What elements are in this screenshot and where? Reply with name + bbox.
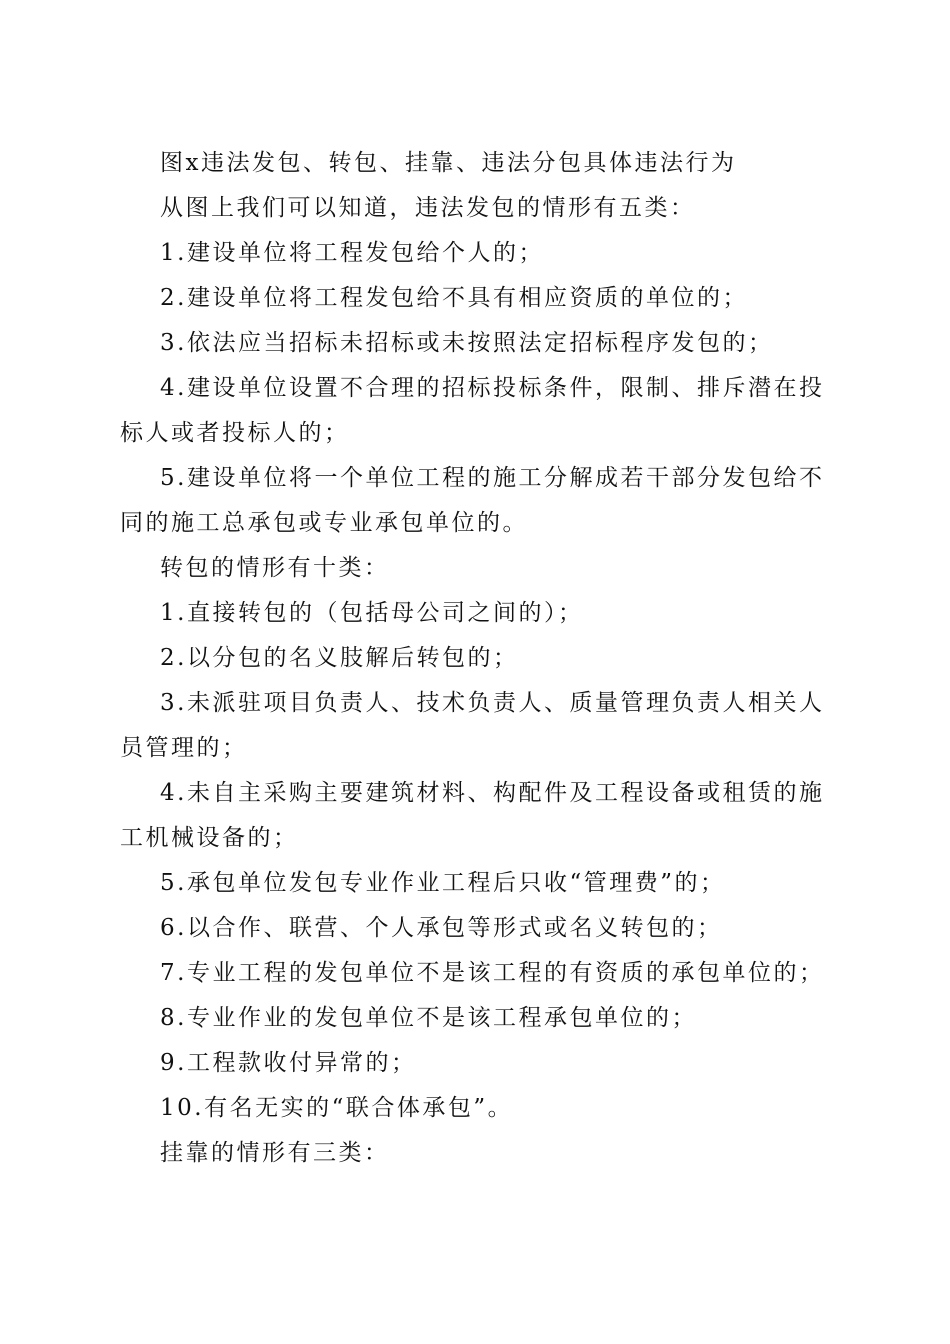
illegal-contracting-item-5: 5.建设单位将一个单位工程的施工分解成若干部分发包给不同的施工总承包或专业承包单位的。 bbox=[120, 465, 825, 536]
subcontracting-item-8: 8.专业作业的发包单位不是该工程承包单位的； bbox=[160, 1005, 697, 1031]
illegal-contracting-item-3: 3.依法应当招标未招标或未按照法定招标程序发包的； bbox=[160, 330, 774, 356]
subcontracting-item-2: 2.以分包的名义肢解后转包的； bbox=[160, 645, 519, 671]
subcontracting-item-3: 3.未派驻项目负责人、技术负责人、质量管理负责人相关人员管理的； bbox=[120, 690, 825, 761]
subcontracting-item-4: 4.未自主采购主要建筑材料、构配件及工程设备或租赁的施工机械设备的； bbox=[120, 780, 825, 851]
subcontracting-item-6: 6.以合作、联营、个人承包等形式或名义转包的； bbox=[160, 915, 723, 941]
subcontracting-intro: 转包的情形有十类： bbox=[160, 555, 390, 581]
subcontracting-item-9: 9.工程款收付异常的； bbox=[160, 1050, 417, 1076]
document-body bbox=[120, 141, 825, 1176]
illegal-contracting-item-4: 4.建设单位设置不合理的招标投标条件，限制、排斥潜在投标人或者投标人的； bbox=[120, 375, 825, 446]
figure-caption: 图x违法发包、转包、挂靠、违法分包具体违法行为 bbox=[160, 150, 737, 176]
subcontracting-item-7: 7.专业工程的发包单位不是该工程的有资质的承包单位的； bbox=[160, 960, 825, 986]
affiliation-intro: 挂靠的情形有三类： bbox=[160, 1140, 390, 1166]
subcontracting-item-10: 10.有名无实的“联合体承包”。 bbox=[160, 1095, 514, 1121]
illegal-contracting-item-1: 1.建设单位将工程发包给个人的； bbox=[160, 240, 544, 266]
subcontracting-item-5: 5.承包单位发包专业作业工程后只收“管理费”的； bbox=[160, 870, 726, 896]
subcontracting-item-1: 1.直接转包的（包括母公司之间的）； bbox=[160, 600, 584, 626]
illegal-contracting-intro: 从图上我们可以知道，违法发包的情形有五类： bbox=[160, 195, 696, 221]
illegal-contracting-item-2: 2.建设单位将工程发包给不具有相应资质的单位的； bbox=[160, 285, 748, 311]
